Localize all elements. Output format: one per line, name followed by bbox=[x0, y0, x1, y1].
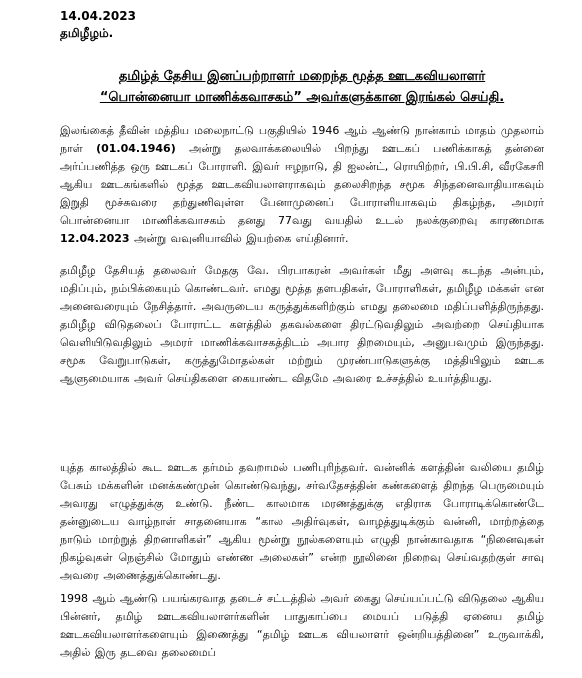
paragraph-1-text-a: இலங்கைத் தீவின் மத்திய மலைநாட்டு பகுதியில் 1946 ஆம் ஆண்டு நான்காம் மாதம் முதலாம் நாள் bbox=[60, 124, 544, 155]
document-place: தமிழீழம். bbox=[60, 26, 114, 40]
paragraph-2: தமிழீழ தேசியத் தலைவர் மேதகு வே. பிரபாகரன் அவர்கள் மீது அளவு கடந்த அன்பும், மதிப்பும், நம்பிக்கையும் கொண்டவர். எமது மூத்த தளபதிகள், போராளிகள், தமிழீழ மக்கள் என அனைவரையும் நேசித்தார். அவருடைய கருத்துக்களிற்கும் எமது தலைமை மதிப்பளித்திருந்தது. தமிழீழ விடுதலைப் போராட்ட களத்தில் தகவல்களை திரட்டுவதிலும் அவற்றை செய்தியாக வெளியிடுவதிலும் அமரர் மாணிக்கவாசகத்திடம் அபார திறமையும், அனுபவமும் இருந்தது. சமூக வேறுபாடுகள், கருத்துமோதல்கள் மற்றும் முரண்பாடுகளுக்கு மத்தியிலும் ஊடக ஆளுமையாக அவர் செய்திகளை கையாண்ட விதமே அவரை உச்சத்தில் உயர்த்தியது. bbox=[60, 264, 544, 385]
document-title bbox=[60, 66, 544, 108]
title-line-1: தமிழ்த் தேசிய இனப்பற்றாளர் மறைந்த மூத்த ஊடகவியலாளர் bbox=[118, 69, 486, 84]
paragraph-1-text-e: அன்று வவுனியாவில் இயற்கை எய்தினார். bbox=[129, 232, 349, 245]
document-header bbox=[60, 8, 136, 42]
paragraph-4: 1998 ஆம் ஆண்டு பயங்கரவாத தடைச் சட்டத்தில் அவர் கைது செய்யப்பட்டு விடுதலை ஆகிய பின்னர், தமிழ் ஊடகவியலாளர்களின் பாதுகாப்பை மையப் படுத்தி ஏனைய தமிழ் ஊடகவியலாளர்களையும் இணைத்து “தமிழ் ஊடக வியலாளர் ஒன்றியத்தினை” உருவாக்கி, அதில் இரு தடவை தலைமைப் bbox=[60, 592, 544, 659]
paragraph-1 bbox=[60, 122, 544, 248]
birth-date: (01.04.1946) bbox=[96, 142, 176, 155]
death-date: 12.04.2023 bbox=[60, 232, 130, 245]
title-line-2: “பொன்னையா மாணிக்கவாசகம்” அவர்களுக்கான இரங்கல் செய்தி. bbox=[99, 90, 505, 105]
paragraph-3: யுத்த காலத்தில் கூட ஊடக தர்மம் தவறாமல் பணிபுரிந்தவர். வன்னிக் களத்தின் வலியை தமிழ் பேசும் மக்களின் மனக்கண்முன் கொண்டுவந்து, சர்வதேசத்தின் கண்களைத் திறந்த பெருமையும் அவரது எழுத்துக்கு உண்டு. நீண்ட காலமாக மரணத்துக்கு எதிராக போராடிக்கொண்டே தன்னுடைய வாழ்நாள் சாதனையாக “கால அதிர்வுகள், வாழத்துடிக்கும் வன்னி, மாற்றத்தை நாடும் மாற்றுத் திறனாளிகள்” ஆகிய மூன்று நூல்களையும் எழுதி நான்காவதாக “நினைவுகள் நிகழ்வுகள் நெஞ்சில் மோதும் எண்ண அலைகள்” என்ற நூலினை நிறைவு செய்வதற்குள் சாவு அவரை அணைத்துக்கொண்டது. bbox=[60, 461, 544, 582]
paragraph-1-text-c: அன்று தலவாக்கலையில் பிறந்து ஊடகப் பணிக்காகத் தன்னை அர்ப்பணித்த ஒரு ஊடகப் போராளி. இவர் ஈழநாடு, தி ஐலன்ட், ரொயிற்றர், பி.பி.சி, வீரகேசரி ஆகிய ஊடகங்களில் மூத்த ஊடகவியலாளராகவும் தலைசிறந்த சமூக சிந்தனைவாதியாகவும் இறுதி மூச்சுவரை தற்துணிவுள்ள பேனாமுனைப் போராளியாகவும் திகழ்ந்த, அமரர் பொன்னையா மாணிக்கவாசகம் தனது 77வது வயதில் உடல் நலக்குறைவு காரணமாக bbox=[60, 142, 544, 227]
document-date: 14.04.2023 bbox=[60, 9, 136, 23]
